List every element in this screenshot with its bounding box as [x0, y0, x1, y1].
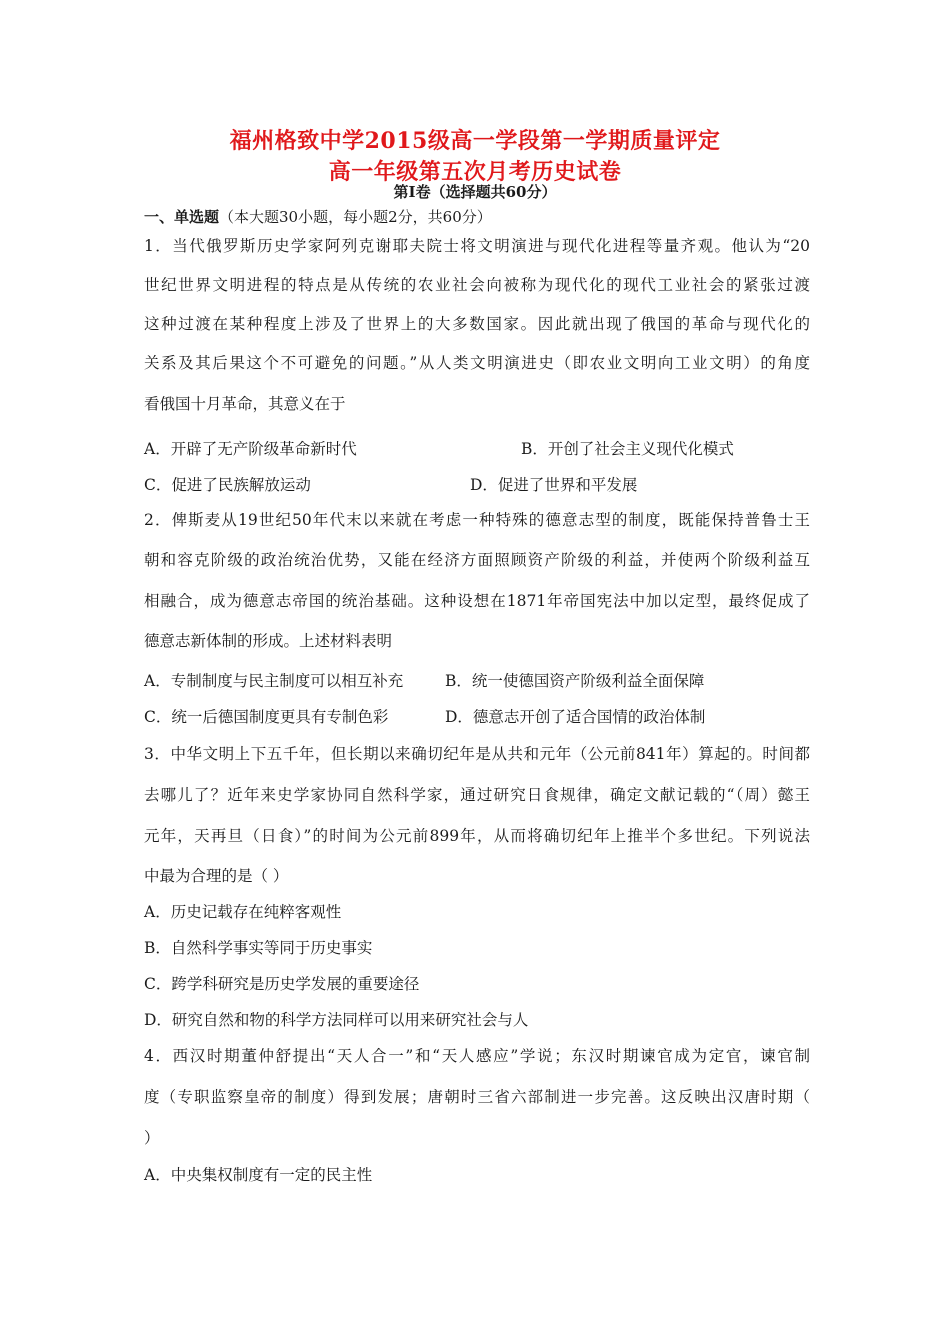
- q1-line: 1．当代俄罗斯历史学家阿列克谢耶夫院士将文明演进与现代化进程等量齐观。他认为“20: [144, 237, 810, 255]
- q3-line: 中最为合理的是（ ）: [144, 867, 289, 885]
- q2-line: 德意志新体制的形成。上述材料表明: [144, 632, 393, 650]
- q1-line: 看俄国十月革命，其意义在于: [144, 395, 346, 413]
- exam-title-line2: 高一年级第五次月考历史试卷: [328, 159, 622, 185]
- q4-line: 度（专职监察皇帝的制度）得到发展；唐朝时三省六部制进一步完善。这反映出汉唐时期（: [144, 1088, 810, 1106]
- q1-line: 这种过渡在某种程度上涉及了世界上的大多数国家。因此就出现了俄国的革命与现代化的: [144, 315, 810, 333]
- q3-option-c: C．跨学科研究是历史学发展的重要途径: [144, 975, 420, 993]
- q3-option-b: B．自然科学事实等同于历史事实: [144, 939, 373, 957]
- q2-line: 相融合，成为德意志帝国的统治基础。这种设想在1871年帝国宪法中加以定型，最终促成了: [144, 592, 810, 610]
- q2-line: 2．俾斯麦从19世纪50年代末以来就在考虑一种特殊的德意志型的制度，既能保持普鲁士王: [144, 511, 810, 529]
- q3-line: 去哪儿了？近年来史学家协同自然科学家，通过研究日食规律，确定文献记载的“（周）懿王: [144, 786, 810, 804]
- q2-option-b: B．统一使德国资产阶级利益全面保障: [445, 672, 705, 690]
- q1-option-d: D．促进了世界和平发展: [470, 476, 638, 494]
- q1-line: 世纪世界文明进程的特点是从传统的农业社会向被称为现代化的现代工业社会的紧张过渡: [144, 276, 810, 294]
- q1-option-c: C．促进了民族解放运动: [144, 476, 311, 494]
- q3-option-d: D．研究自然和物的科学方法同样可以用来研究社会与人: [144, 1011, 529, 1029]
- q3-line: 3．中华文明上下五千年，但长期以来确切纪年是从共和元年（公元前841年）算起的。时间都: [144, 745, 810, 763]
- q4-option-a: A．中央集权制度有一定的民主性: [144, 1166, 373, 1184]
- section-label: 一、单选题: [144, 208, 220, 226]
- q1-option-a: A．开辟了无产阶级革命新时代: [144, 440, 357, 458]
- q3-line: 元年，天再旦（日食）”的时间为公元前899年，从而将确切纪年上推半个多世纪。下列说法: [144, 827, 810, 845]
- q2-option-d: D．德意志开创了适合国情的政治体制: [445, 708, 706, 726]
- q4-line: 4．西汉时期董仲舒提出“天人合一”和“天人感应”学说；东汉时期谏官成为定官，谏官制: [144, 1047, 810, 1065]
- q1-option-b: B．开创了社会主义现代化模式: [521, 440, 734, 458]
- paper-part-title: 第Ⅰ卷（选择题共60分）: [393, 183, 557, 201]
- q2-option-c: C．统一后德国制度更具有专制色彩: [144, 708, 389, 726]
- section-heading: [144, 206, 492, 227]
- q1-line: 关系及其后果这个不可避免的问题。”从人类文明演进史（即农业文明向工业文明）的角度: [144, 354, 810, 372]
- q3-option-a: A．历史记载存在纯粹客观性: [144, 903, 342, 921]
- q2-line: 朝和容克阶级的政治统治优势，又能在经济方面照顾资产阶级的利益，并使两个阶级利益互: [144, 551, 810, 569]
- q2-option-a: A．专制制度与民主制度可以相互补充: [144, 672, 404, 690]
- section-note: （本大题30小题，每小题2分，共60分）: [219, 208, 492, 226]
- exam-title-line1: 福州格致中学2015级高一学段第一学期质量评定: [229, 128, 721, 154]
- q4-line: ）: [144, 1129, 160, 1147]
